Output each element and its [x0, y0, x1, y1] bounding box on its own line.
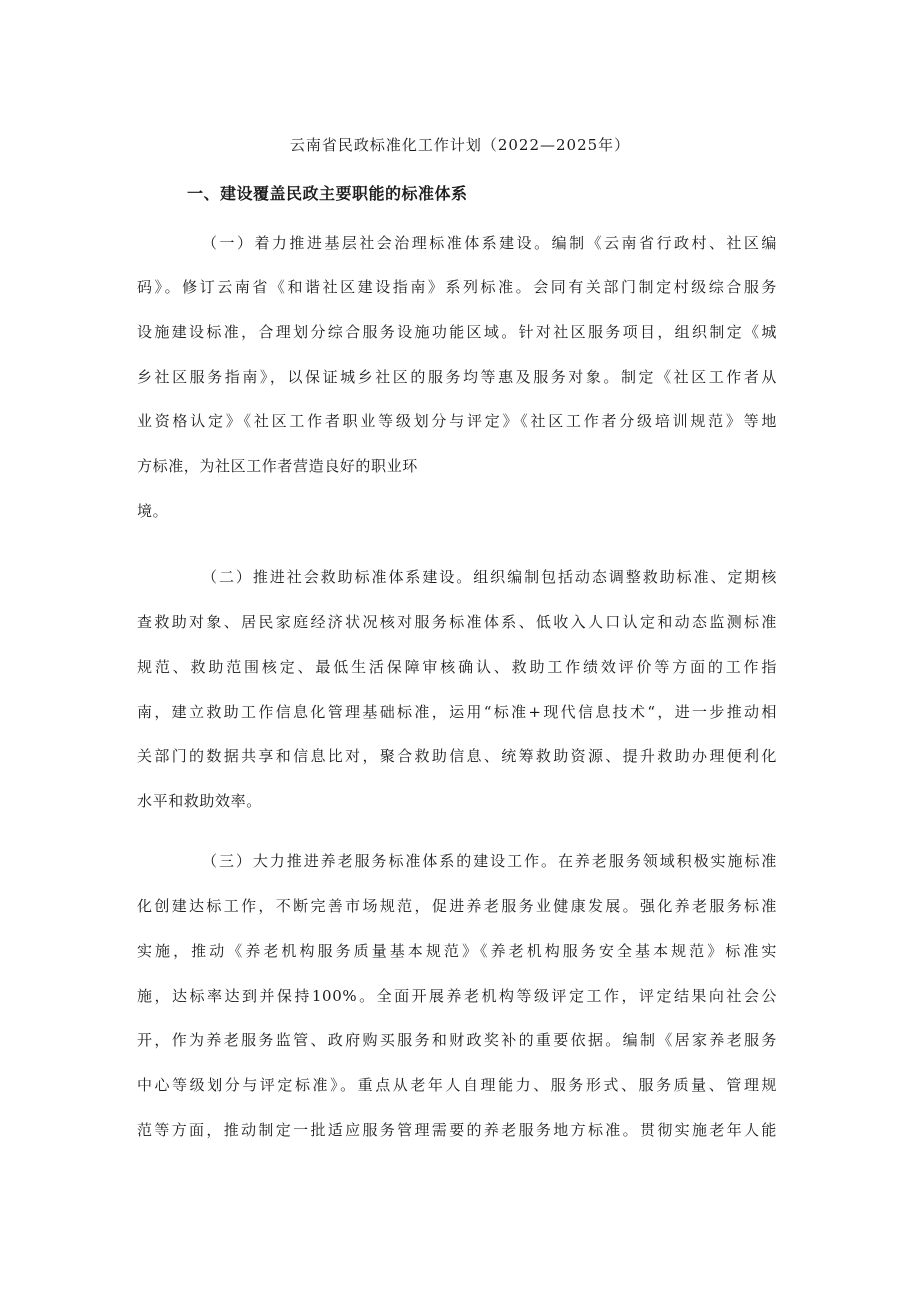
paragraph-3-line-3: 实施，推动《养老机构服务质量基本规范》《养老机构服务安全基本规范》标准实 — [137, 942, 777, 960]
paragraph-2-line-1: （二）推进社会救助标准体系建设。组织编制包括动态调整救助标准、定期核 — [202, 568, 777, 586]
paragraph-1-line-7: 境。 — [137, 502, 169, 520]
paragraph-3-line-4: 施，达标率达到并保持100%。全面开展养老机构等级评定工作，评定结果向社会公 — [137, 987, 777, 1005]
paragraph-2-line-2: 查救助对象、居民家庭经济状况核对服务标准体系、低收入人口认定和动态监测标准 — [137, 613, 777, 631]
paragraph-1-line-2: 码》。修订云南省《和谐社区建设指南》系列标准。会同有关部门制定村级综合服务 — [137, 278, 777, 296]
paragraph-3-line-5: 开，作为养老服务监管、政府购买服务和财政奖补的重要依据。编制《居家养老服务 — [137, 1031, 777, 1049]
document-title: 云南省民政标准化工作计划（2022—2025年） — [289, 136, 631, 154]
paragraph-1-line-4: 乡社区服务指南》，以保证城乡社区的服务均等惠及服务对象。制定《社区工作者从 — [137, 368, 777, 386]
paragraph-3-line-7: 范等方面，推动制定一批适应服务管理需要的养老服务地方标准。贯彻实施老年人能 — [137, 1121, 777, 1139]
paragraph-1-line-5: 业资格认定》《社区工作者职业等级划分与评定》《社区工作者分级培训规范》等地 — [137, 412, 777, 430]
paragraph-2-line-3: 规范、救助范围核定、最低生活保障审核确认、救助工作绩效评价等方面的工作指 — [137, 658, 777, 676]
paragraph-2-line-5: 关部门的数据共享和信息比对，聚合救助信息、统筹救助资源、提升救助办理便利化 — [137, 747, 777, 765]
paragraph-1-line-1: （一）着力推进基层社会治理标准体系建设。编制《云南省行政村、社区编 — [202, 234, 777, 252]
paragraph-1-line-3: 设施建设标准，合理划分综合服务设施功能区域。针对社区服务项目，组织制定《城 — [137, 323, 777, 341]
paragraph-2-line-6: 水平和救助效率。 — [137, 792, 262, 810]
paragraph-3-line-2: 化创建达标工作，不断完善市场规范，促进养老服务业健康发展。强化养老服务标准 — [137, 897, 777, 915]
section-heading: 一、建设覆盖民政主要职能的标准体系 — [187, 184, 468, 203]
paragraph-2-line-4: 南，建立救助工作信息化管理基础标准，运用“标准+现代信息技术“，进一步推动相 — [137, 703, 777, 721]
paragraph-1-line-6: 方标准，为社区工作者营造良好的职业环 — [137, 457, 418, 475]
paragraph-3-line-6: 中心等级划分与评定标准》。重点从老年人自理能力、服务形式、服务质量、管理规 — [137, 1076, 777, 1094]
paragraph-3-line-1: （三）大力推进养老服务标准体系的建设工作。在养老服务领域积极实施标准 — [202, 852, 777, 870]
